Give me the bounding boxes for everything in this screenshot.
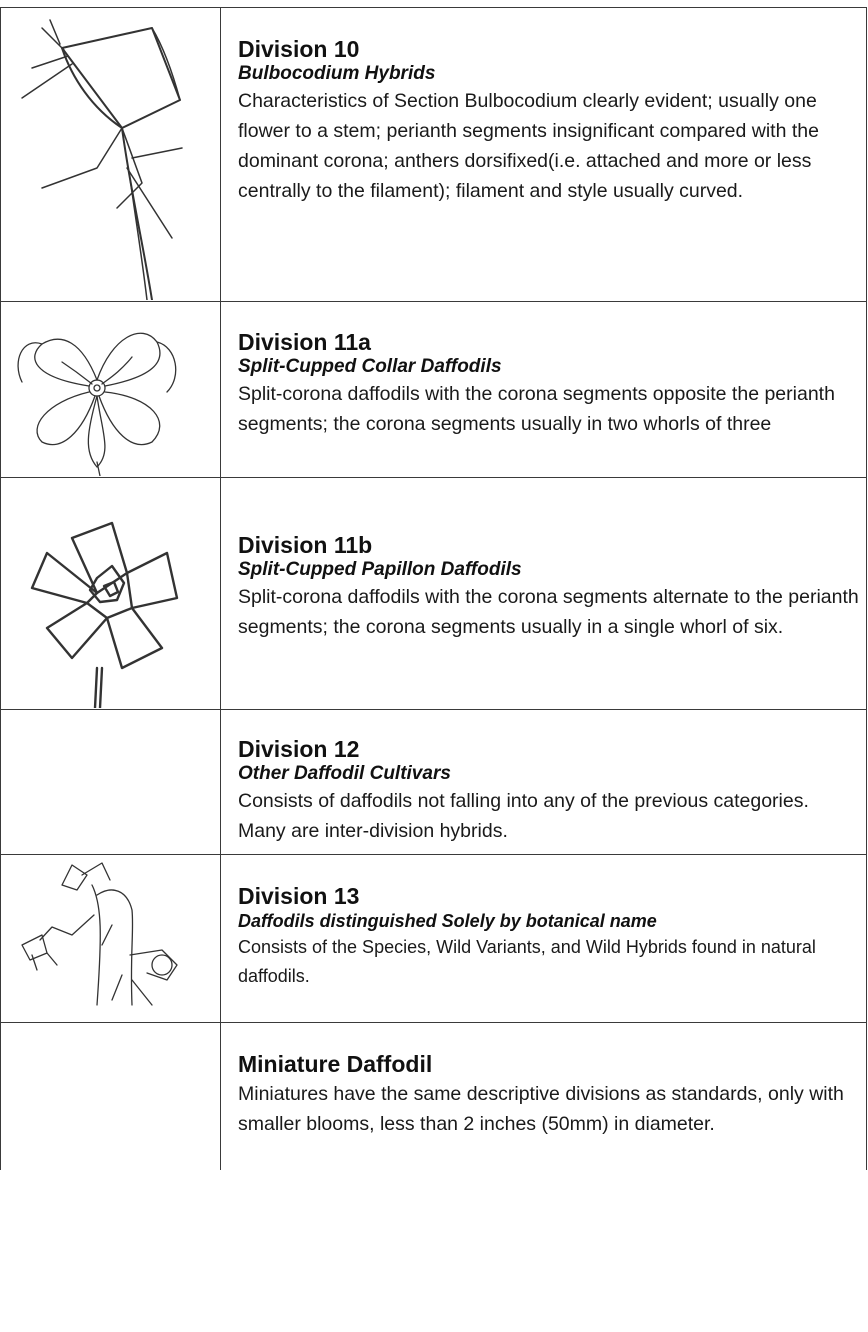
- division-description: Consists of daffodils not falling into any of the previous categories. Many are inter-division hybrids.: [238, 790, 809, 842]
- division-subtitle: Daffodils distinguished Solely by botanical name: [238, 911, 657, 931]
- division-description: Characteristics of Section Bulbocodium clearly evident; usually one flower to a stem; perianth segments insignificant compared with the dominant corona; anthers dorsifixed(i.e. attached and more or less centrally to the filament); filament and style usually curved.: [238, 90, 819, 202]
- division-text-block: [238, 532, 861, 642]
- division-subtitle: Split-Cupped Papillon Daffodils: [238, 559, 522, 580]
- division-title: Division 13: [238, 883, 360, 909]
- division-title: Division 10: [238, 36, 360, 62]
- division-text-block: [238, 883, 861, 991]
- division-subtitle: Split-Cupped Collar Daffodils: [238, 356, 502, 377]
- daffodil-division-table: [0, 7, 867, 1170]
- image-cell: [0, 302, 221, 477]
- division-description: Miniatures have the same descriptive divisions as standards, only with smaller blooms, less than 2 inches (50mm) in diameter.: [238, 1083, 844, 1135]
- table-row-division-13: [0, 854, 867, 1022]
- division-description: Consists of the Species, Wild Variants, and Wild Hybrids found in natural daffodils.: [238, 937, 816, 986]
- division-title: Division 12: [238, 736, 360, 762]
- image-cell: [0, 1023, 221, 1170]
- papillon-daffodil-sketch-icon: [2, 478, 221, 708]
- division-text-block: [238, 329, 861, 439]
- division-text-block: [238, 736, 861, 846]
- collar-daffodil-sketch-icon: [2, 302, 221, 476]
- division-text-block: [238, 36, 861, 206]
- table-row-division-10: [0, 7, 867, 301]
- table-row-division-12: [0, 709, 867, 854]
- wild-daffodil-sketch-icon: [2, 855, 221, 1021]
- table-row-miniature: [0, 1022, 867, 1170]
- image-cell: [0, 8, 221, 301]
- division-description: Split-corona daffodils with the corona segments alternate to the perianth segments; the corona segments usually in a single whorl of six.: [238, 586, 859, 638]
- division-text-block: [238, 1051, 861, 1139]
- division-subtitle: Other Daffodil Cultivars: [238, 763, 451, 784]
- image-cell: [0, 855, 221, 1022]
- image-cell: [0, 710, 221, 854]
- image-cell: [0, 478, 221, 709]
- division-title: Division 11a: [238, 329, 371, 355]
- division-description: Split-corona daffodils with the corona segments opposite the perianth segments; the corona segments usually in two whorls of three: [238, 383, 835, 435]
- division-title: Miniature Daffodil: [238, 1051, 433, 1077]
- table-row-division-11a: [0, 301, 867, 477]
- division-subtitle: Bulbocodium Hybrids: [238, 63, 436, 84]
- bulbocodium-flower-sketch-icon: [2, 8, 221, 300]
- division-title: Division 11b: [238, 532, 373, 558]
- table-row-division-11b: [0, 477, 867, 709]
